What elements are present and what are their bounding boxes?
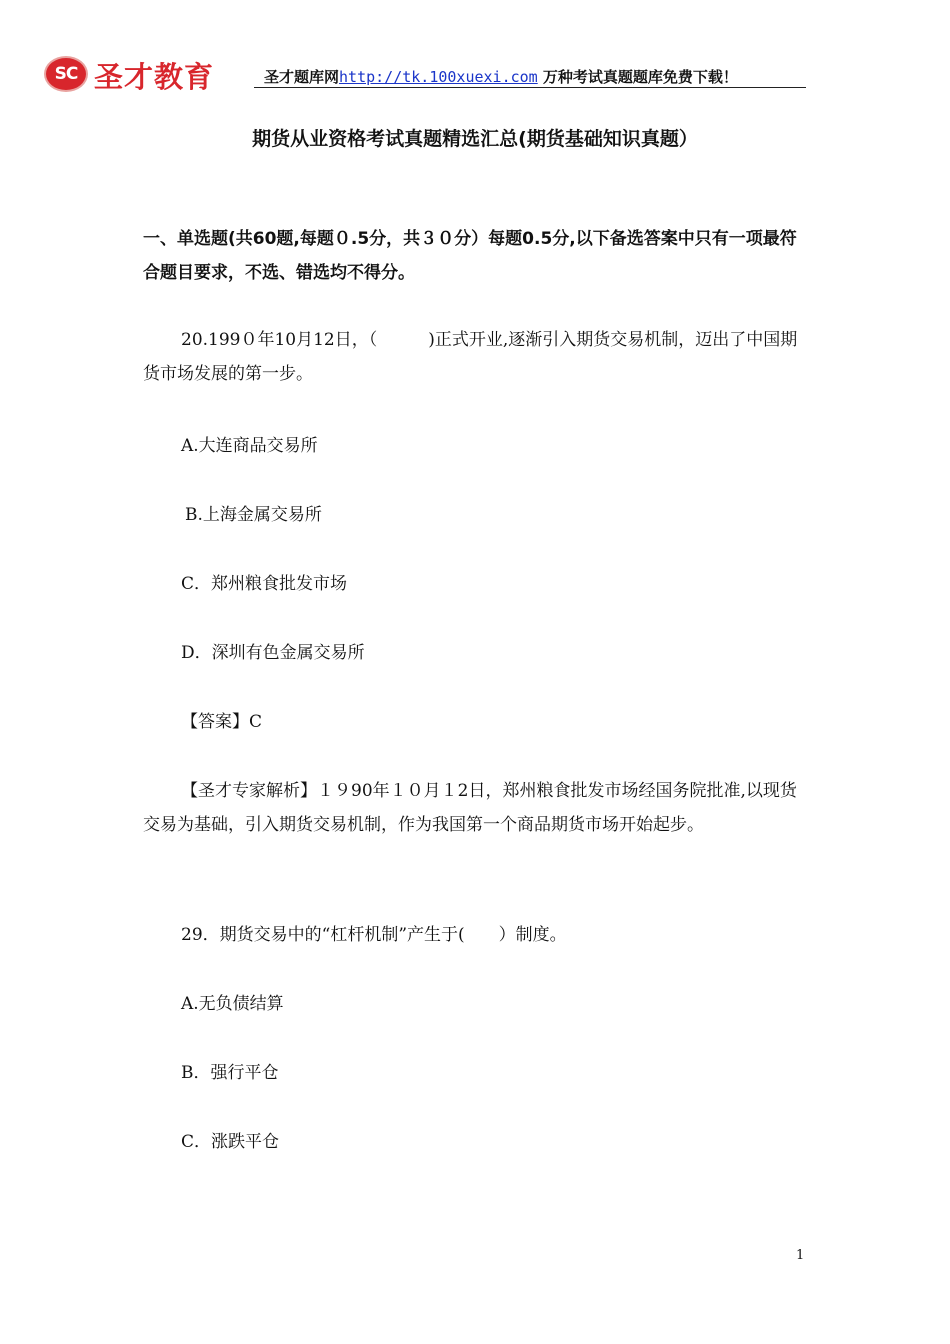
question-20-stem: 20.199０年10月12日，（ )正式开业,逐渐引入期货交易机制，迈出了中国期货市场发展的第一步。: [143, 330, 798, 384]
question-29-option-a: A.无负债结算: [181, 994, 284, 1014]
question-29-option-c: C．涨跌平仓: [181, 1132, 280, 1152]
section-heading: 一、单选题(共60题,每题０.5分，共３０分）每题0.5分,以下备选答案中只有一项最符合题目要求，不选、错选均不得分。: [143, 229, 797, 283]
page-number: 1: [796, 1248, 805, 1263]
header-rule: [254, 87, 806, 88]
document-title: 期货从业资格考试真题精选汇总(期货基础知识真题）: [252, 128, 698, 150]
header-banner: [264, 66, 738, 87]
question-29-option-b: B．强行平仓: [181, 1063, 279, 1083]
page-header: [44, 54, 806, 94]
logo-mark: SC: [44, 56, 88, 92]
question-20-option-c: C．郑州粮食批发市场: [181, 574, 348, 594]
question-20-analysis: 【圣才专家解析】１９90年１０月１2日，郑州粮食批发市场经国务院批准,以现货交易为基础，引入期货交易机制，作为我国第一个商品期货市场开始起步。: [143, 781, 797, 835]
header-prefix: 圣才题库网: [264, 68, 340, 86]
question-29-stem: 29．期货交易中的“杠杆机制”产生于( ）制度。: [181, 925, 567, 945]
question-20-option-d: D．深圳有色金属交易所: [181, 643, 365, 663]
logo-text: 圣才教育: [94, 60, 215, 94]
header-suffix: 万种考试真题题库免费下载！: [537, 68, 738, 86]
question-20-option-a: A.大连商品交易所: [181, 436, 318, 456]
header-link[interactable]: http://tk.100xuexi.com: [339, 68, 538, 86]
question-20-answer: 【答案】C: [181, 712, 263, 732]
question-20-option-b: B.上海金属交易所: [185, 505, 322, 525]
logo: [44, 54, 244, 94]
